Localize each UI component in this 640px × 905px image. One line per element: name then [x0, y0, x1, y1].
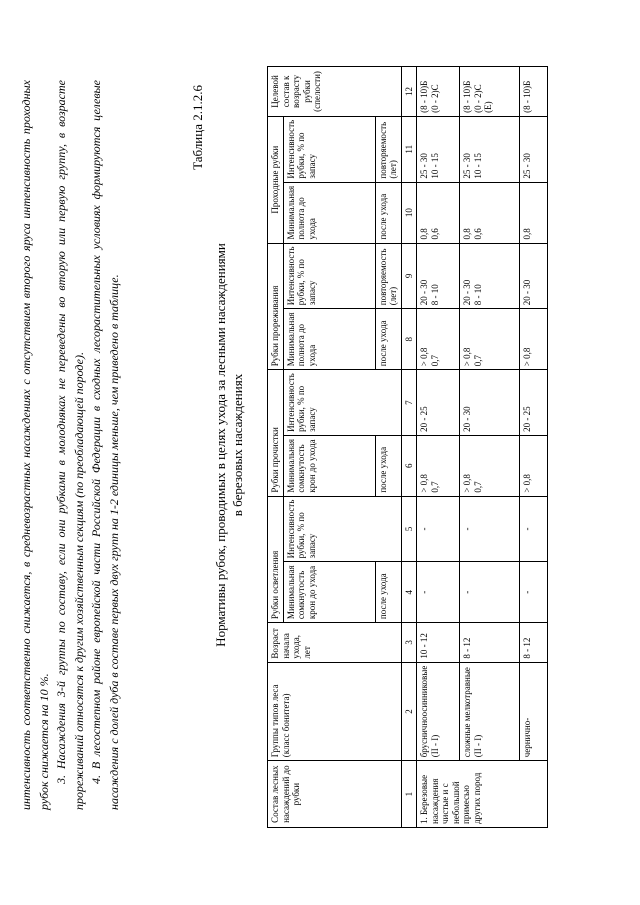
col-number: 3 — [401, 623, 417, 663]
col-number: 1 — [401, 761, 417, 828]
col-number: 11 — [401, 116, 417, 182]
target-cell: (8 - 10)Б — [520, 67, 548, 117]
header-pro-min-closure: Минимальная сомкнутость крон до ухода — [283, 435, 375, 496]
header-prz-intensity: Интенсивность рубки, % по запасу — [283, 243, 375, 309]
col-number: 8 — [401, 309, 417, 370]
header-pass-min-density: Минимальная полнота до ухода — [283, 182, 375, 243]
pass-density-cell: 0,8 0,6 — [460, 182, 520, 243]
col-number: 10 — [401, 182, 417, 243]
age-cell: 8 - 12 — [520, 623, 548, 663]
col-number: 4 — [401, 562, 417, 623]
header-age-start: Возраст начала ухода, лет — [268, 623, 402, 663]
header-target: Целевой состав к возрасту рубки (спелости) — [268, 67, 402, 117]
pro-intensity-cell: 20 - 30 — [460, 370, 520, 436]
pass-intensity-cell: 25 - 30 10 - 15 — [417, 116, 460, 182]
osv-closure-cell: - — [417, 562, 460, 623]
osv-intensity-cell: - — [520, 496, 548, 562]
col-number: 7 — [401, 370, 417, 436]
target-cell: (8 - 10)Б (0 - 2)С — [417, 67, 460, 117]
pass-intensity-cell: 25 - 30 — [520, 116, 548, 182]
header-clarification: Рубки осветления — [268, 496, 284, 622]
table-caption: Таблица 2.1.2.6 — [190, 85, 205, 170]
group-label: 1. Березовые насаждения чистые и с небольшой примесью других пород — [417, 761, 548, 828]
intro-text — [18, 80, 123, 810]
header-cleaning: Рубки прочистки — [268, 370, 284, 496]
table-row — [417, 67, 460, 828]
col-number: 9 — [401, 243, 417, 309]
pro-intensity-cell: 20 - 25 — [520, 370, 548, 436]
header-osv-intensity: Интенсивность рубки, % по запасу — [283, 496, 401, 562]
header-pro-after: после ухода — [375, 435, 401, 496]
table-row — [460, 67, 520, 828]
table-title — [212, 80, 246, 810]
osv-intensity-cell: - — [417, 496, 460, 562]
prz-intensity-cell: 20 - 30 — [520, 243, 548, 309]
norms-table — [267, 66, 548, 828]
header-passing: Проходные рубки — [268, 116, 284, 243]
header-forest-types: Группы типов леса (класс бонитета) — [268, 662, 402, 761]
prz-density-cell: > 0,8 — [520, 309, 548, 370]
header-composition: Состав лесных насаждений до рубки — [268, 761, 402, 828]
header-prz-repeat: повторяемость (лет) — [375, 243, 401, 309]
header-pass-repeat: повторяемость (лет) — [375, 116, 401, 182]
table-title-line-1: Нормативы рубок, проводимых в целях ухода за лесными насаждениями — [213, 243, 228, 647]
table-row — [520, 67, 548, 828]
prz-intensity-cell: 20 - 30 8 - 10 — [417, 243, 460, 309]
header-osv-min-closure: Минимальная сомкнутость крон до ухода — [283, 562, 375, 623]
forest-type-cell: брусничноосинниковые (II - I) — [417, 662, 460, 761]
header-pass-intensity: Интенсивность рубки, % по запасу — [283, 116, 375, 182]
age-cell: 10 - 12 — [417, 623, 460, 663]
header-thinning: Рубки прореживания — [268, 243, 284, 370]
pro-closure-cell: > 0,8 0,7 — [460, 435, 520, 496]
osv-intensity-cell: - — [460, 496, 520, 562]
target-cell: (8 - 10)Б (0 - 2)С (Е) — [460, 67, 520, 117]
pro-closure-cell: > 0,8 0,7 — [417, 435, 460, 496]
osv-closure-cell: - — [460, 562, 520, 623]
note-paragraph-3: 3. Насаждения 3-й группы по составу, если они рубками в молодняках не переведены во вторую или первую группу, в возрасте прореживаний относятся к другим хозяйственным секциям (по преобладающей породе). — [54, 80, 86, 810]
table-title-line-2: в березовых насаждениях — [230, 373, 245, 517]
header-pro-intensity: Интенсивность рубки, % по запасу — [283, 370, 401, 436]
pro-closure-cell: > 0,8 — [520, 435, 548, 496]
header-osv-after: после ухода — [375, 562, 401, 623]
col-number: 5 — [401, 496, 417, 562]
col-number: 2 — [401, 662, 417, 761]
note-paragraph-4: 4. В лесостепном районе европейской части Российской Федерации в сходных лесорастительных условиях формируются целевые насаждения с долей дуба в составе первых двух групп на 1-2 единицы меньше, чем приведено в таблице. — [89, 80, 121, 810]
pass-density-cell: 0,8 0,6 — [417, 182, 460, 243]
age-cell: 8 - 12 — [460, 623, 520, 663]
prz-density-cell: > 0,8 0,7 — [417, 309, 460, 370]
header-prz-after: после ухода — [375, 309, 401, 370]
forest-type-cell: чернично- — [520, 662, 548, 761]
pass-density-cell: 0,8 — [520, 182, 548, 243]
column-number-row — [401, 67, 417, 828]
header-row-1 — [268, 67, 284, 828]
col-number: 6 — [401, 435, 417, 496]
col-number: 12 — [401, 67, 417, 117]
header-pass-after: после ухода — [375, 182, 401, 243]
pro-intensity-cell: 20 - 25 — [417, 370, 460, 436]
osv-closure-cell: - — [520, 562, 548, 623]
intro-line: интенсивность соответственно снижается, в средневозрастных насаждениях с отсутствием второго яруса интенсивность проходных рубок снижается на 10 %. — [19, 80, 51, 810]
prz-intensity-cell: 20 - 30 8 - 10 — [460, 243, 520, 309]
header-prz-min-density: Минимальная полнота до ухода — [283, 309, 375, 370]
prz-density-cell: > 0,8 0,7 — [460, 309, 520, 370]
forest-type-cell: сложные мелкотравные (II - I) — [460, 662, 520, 761]
pass-intensity-cell: 25 - 30 10 - 15 — [460, 116, 520, 182]
